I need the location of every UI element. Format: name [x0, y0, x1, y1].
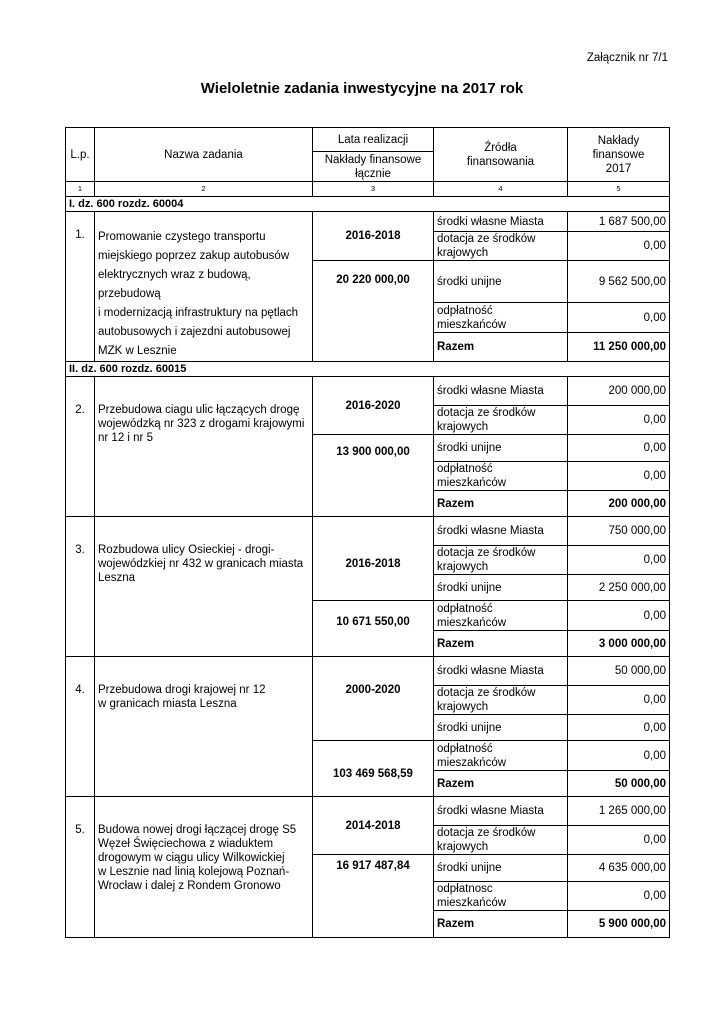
source-amount: 0,00 [568, 406, 670, 435]
task-years: 2016-2018 [313, 517, 434, 601]
source-label: dotacja ze środków krajowych [434, 232, 568, 261]
source-amount: 9 562 500,00 [568, 261, 670, 303]
task-name: Promowanie czystego transportu miejskiego poprzez zakup autobusów elektrycznych wraz z budową, przebudową i modernizacją infrastruktury na pętlach autobusowych i zajezdni autobusowej MZK w Lesznie [95, 212, 313, 362]
header-name: Nazwa zadania [95, 128, 313, 182]
source-label: środki własne Miasta [434, 797, 568, 826]
section-label: I. dz. 600 rozdz. 60004 [66, 197, 670, 212]
col-number: 5 [568, 182, 670, 197]
source-amount: 2 250 000,00 [568, 575, 670, 601]
source-amount: 0,00 [568, 435, 670, 462]
page-title: Wieloletnie zadania inwestycyjne na 2017 rok [200, 80, 524, 97]
source-amount: 0,00 [568, 882, 670, 911]
source-label: odpłatnosc mieszkańców [434, 882, 568, 911]
source-amount: 0,00 [568, 601, 670, 631]
source-amount: 50 000,00 [568, 657, 670, 686]
source-amount: 1 265 000,00 [568, 797, 670, 826]
col-number: 3 [313, 182, 434, 197]
source-label: środki własne Miasta [434, 517, 568, 546]
source-amount: 200 000,00 [568, 377, 670, 406]
header-total-costs: Nakłady finansowe łącznie [313, 152, 434, 182]
source-label: środki własne Miasta [434, 657, 568, 686]
source-label: środki unijne [434, 855, 568, 882]
source-label: środki unijne [434, 435, 568, 462]
header-sources: Źródła finansowania [434, 128, 568, 182]
total-amount: 11 250 000,00 [568, 333, 670, 362]
task-name: Przebudowa drogi krajowej nr 12 w granicach miasta Leszna [95, 657, 313, 797]
total-amount: 3 000 000,00 [568, 631, 670, 657]
source-amount: 0,00 [568, 741, 670, 771]
task-total: 16 917 487,84 [313, 855, 434, 938]
col-number: 4 [434, 182, 568, 197]
total-label: Razem [434, 771, 568, 797]
task-total: 20 220 000,00 [313, 261, 434, 362]
total-amount: 5 900 000,00 [568, 911, 670, 938]
source-amount: 0,00 [568, 232, 670, 261]
col-number: 1 [66, 182, 95, 197]
header-years: Lata realizacji [313, 128, 434, 152]
source-amount: 750 000,00 [568, 517, 670, 546]
task-number: 5. [66, 797, 95, 938]
source-label: odpłatność mieszkańców [434, 601, 568, 631]
task-name: Rozbudowa ulicy Osieckiej - drogi- wojewódzkiej nr 432 w granicach miasta Leszna [95, 517, 313, 657]
task-name: Przebudowa ciagu ulic łączących drogę wojewódzką nr 323 z drogami krajowymi nr 12 i nr 5 [95, 377, 313, 517]
header-outlays: Nakłady finansowe 2017 [568, 128, 670, 182]
source-label: środki unijne [434, 575, 568, 601]
source-amount: 0,00 [568, 546, 670, 575]
total-label: Razem [434, 631, 568, 657]
task-years: 2016-2018 [313, 212, 434, 261]
task-number: 3. [66, 517, 95, 657]
task-total: 103 469 568,59 [313, 741, 434, 797]
task-number: 1. [66, 212, 95, 362]
source-label: środki unijne [434, 261, 568, 303]
task-years: 2016-2020 [313, 377, 434, 435]
section-label: II. dz. 600 rozdz. 60015 [66, 362, 670, 377]
task-total: 10 671 550,00 [313, 601, 434, 657]
total-label: Razem [434, 491, 568, 517]
source-label: odpłatność mieszkańców [434, 303, 568, 333]
total-label: Razem [434, 911, 568, 938]
source-amount: 0,00 [568, 715, 670, 741]
source-label: środki unijne [434, 715, 568, 741]
task-years: 2000-2020 [313, 657, 434, 741]
source-label: odpłatność mieszakńców [434, 741, 568, 771]
source-amount: 4 635 000,00 [568, 855, 670, 882]
header-lp: L.p. [66, 128, 95, 182]
total-amount: 200 000,00 [568, 491, 670, 517]
task-total: 13 900 000,00 [313, 435, 434, 517]
source-amount: 1 687 500,00 [568, 212, 670, 232]
source-amount: 0,00 [568, 462, 670, 491]
source-label: środki własne Miasta [434, 212, 568, 232]
task-number: 4. [66, 657, 95, 797]
source-amount: 0,00 [568, 686, 670, 715]
task-number: 2. [66, 377, 95, 517]
source-label: środki własne Miasta [434, 377, 568, 406]
col-number: 2 [95, 182, 313, 197]
task-years: 2014-2018 [313, 797, 434, 855]
source-label: dotacja ze środków krajowych [434, 826, 568, 855]
source-label: odpłatność mieszkańców [434, 462, 568, 491]
total-amount: 50 000,00 [568, 771, 670, 797]
source-label: dotacja ze środków krajowych [434, 406, 568, 435]
source-amount: 0,00 [568, 303, 670, 333]
total-label: Razem [434, 333, 568, 362]
annex-label: Załącznik nr 7/1 [586, 52, 668, 64]
source-label: dotacja ze środków krajowych [434, 546, 568, 575]
task-name: Budowa nowej drogi łączącej drogę S5 Węzeł Święciechowa z wiaduktem drogowym w ciągu ulicy Wilkowickiej w Lesznie nad linią kolejową Poznań- Wrocław i dalej z Rondem Gronowo [95, 797, 313, 938]
source-label: dotacja ze środków krajowych [434, 686, 568, 715]
source-amount: 0,00 [568, 826, 670, 855]
investment-table [65, 127, 670, 938]
